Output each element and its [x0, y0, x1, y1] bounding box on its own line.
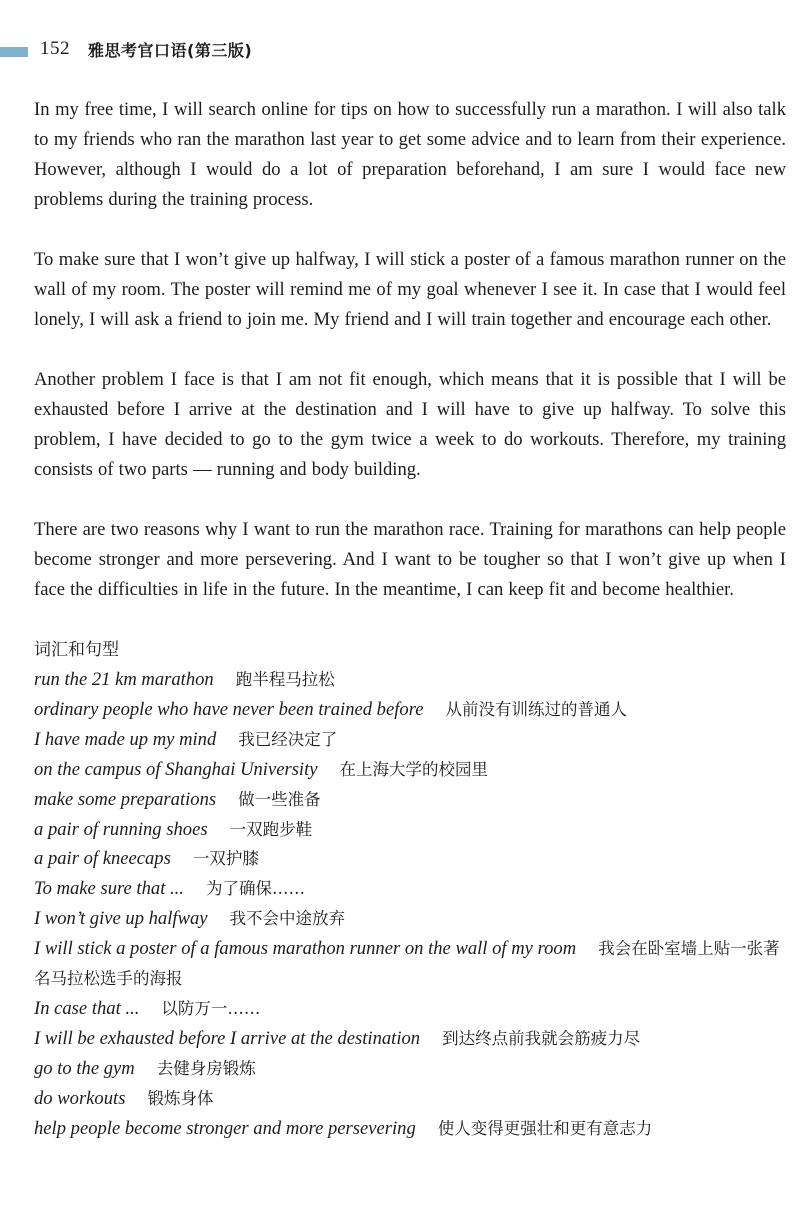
vocab-chinese: 使人变得更强壮和更有意志力 [437, 1118, 653, 1138]
vocab-english: I will stick a poster of a famous marathon runner on the wall of my room [34, 938, 577, 960]
vocab-english: I won’t give up halfway [34, 908, 208, 930]
paragraph-4: There are two reasons why I want to run the marathon race. Training for marathons can help people become stronger and more persevering. And I want to be tougher so that I won’t give up when I face the difficulties in life in the future. In the meantime, I can keep fit and become healthier. [34, 519, 786, 600]
vocab-chinese: 跑半程马拉松 [235, 670, 335, 689]
vocab-chinese: 从前没有训练过的普通人 [445, 699, 627, 719]
vocab-chinese: 做一些准备 [238, 789, 321, 809]
paragraph-1: In my free time, I will search online for tips on how to successfully run a marathon. I will also talk to my friends who ran the marathon last year to get some advice and to learn from their experience. However, although I would do a lot of preparation beforehand, I am sure I would face new problems during the training process. [34, 99, 786, 210]
paragraph-3: Another problem I face is that I am not fit enough, which means that it is possible that I will be exhausted before I arrive at the destination and I will have to give up halfway. To solve this problem, I have decided to go to the gym twice a week to do workouts. Therefore, my training consists of two parts — running and body building. [34, 369, 786, 480]
page-header [0, 34, 799, 70]
vocab-english: I have made up my mind [34, 728, 217, 750]
vocab-english: I will be exhausted before I arrive at the destination [34, 1027, 421, 1049]
vocab-item [34, 1024, 786, 1054]
vocabulary-heading: 词汇和句型 [34, 640, 119, 660]
vocab-chinese: 以防万一…… [161, 998, 261, 1018]
paragraph-2: To make sure that I won’t give up halfway, I will stick a poster of a famous marathon runner on the wall of my room. The poster will remind me of my goal whenever I see it. In case that I would feel lonely, I will ask a friend to join me. My friend and I will train together and encourage each other. [34, 249, 786, 330]
vocab-chinese: 一双跑步鞋 [229, 819, 313, 839]
vocab-chinese: 为了确保…… [205, 879, 305, 899]
vocab-english: a pair of kneecaps [34, 848, 171, 870]
vocab-english: help people become stronger and more persevering [34, 1117, 416, 1139]
vocab-item [34, 755, 786, 785]
vocab-english: ordinary people who have never been trained before [34, 698, 424, 720]
vocab-item [34, 725, 786, 755]
vocab-chinese: 我已经决定了 [238, 729, 338, 749]
vocab-english: do workouts [34, 1087, 126, 1109]
vocab-chinese: 到达终点前我就会筋疲力尽 [442, 1028, 641, 1048]
vocab-english: a pair of running shoes [34, 818, 208, 840]
vocab-chinese: 去健身房锻炼 [156, 1058, 256, 1078]
vocab-chinese: 我不会中途放弃 [229, 909, 346, 929]
vocab-english: In case that ... [34, 997, 140, 1019]
page-content [34, 95, 786, 1144]
vocab-chinese: 在上海大学的校园里 [339, 759, 489, 779]
vocab-item [34, 844, 786, 874]
vocab-item [34, 934, 786, 994]
vocab-english: run the 21 km marathon [34, 669, 214, 690]
vocab-english: go to the gym [34, 1057, 135, 1079]
vocab-chinese: 锻炼身体 [147, 1088, 214, 1108]
vocab-item [34, 785, 786, 815]
vocab-chinese: 我会在卧室墙上贴一张著名马拉松选手的海报 [34, 939, 780, 989]
vocab-item [34, 815, 786, 845]
vocab-item [34, 874, 786, 904]
vocab-item [34, 1054, 786, 1084]
vocab-item [34, 695, 786, 725]
vocab-item [34, 1114, 786, 1144]
vocab-english: make some preparations [34, 788, 217, 810]
vocab-item [34, 904, 786, 934]
page-number: 152 [40, 38, 70, 59]
book-title: 雅思考官口语(第三版) [88, 41, 253, 60]
vocab-item [34, 1084, 786, 1114]
vocab-item [34, 665, 786, 695]
header-accent-bar [0, 47, 28, 57]
vocab-chinese: 一双护膝 [192, 849, 259, 869]
vocab-english: To make sure that ... [34, 878, 184, 900]
vocab-english: on the campus of Shanghai University [34, 758, 318, 780]
vocabulary-list [34, 665, 786, 1144]
vocab-item [34, 994, 786, 1024]
